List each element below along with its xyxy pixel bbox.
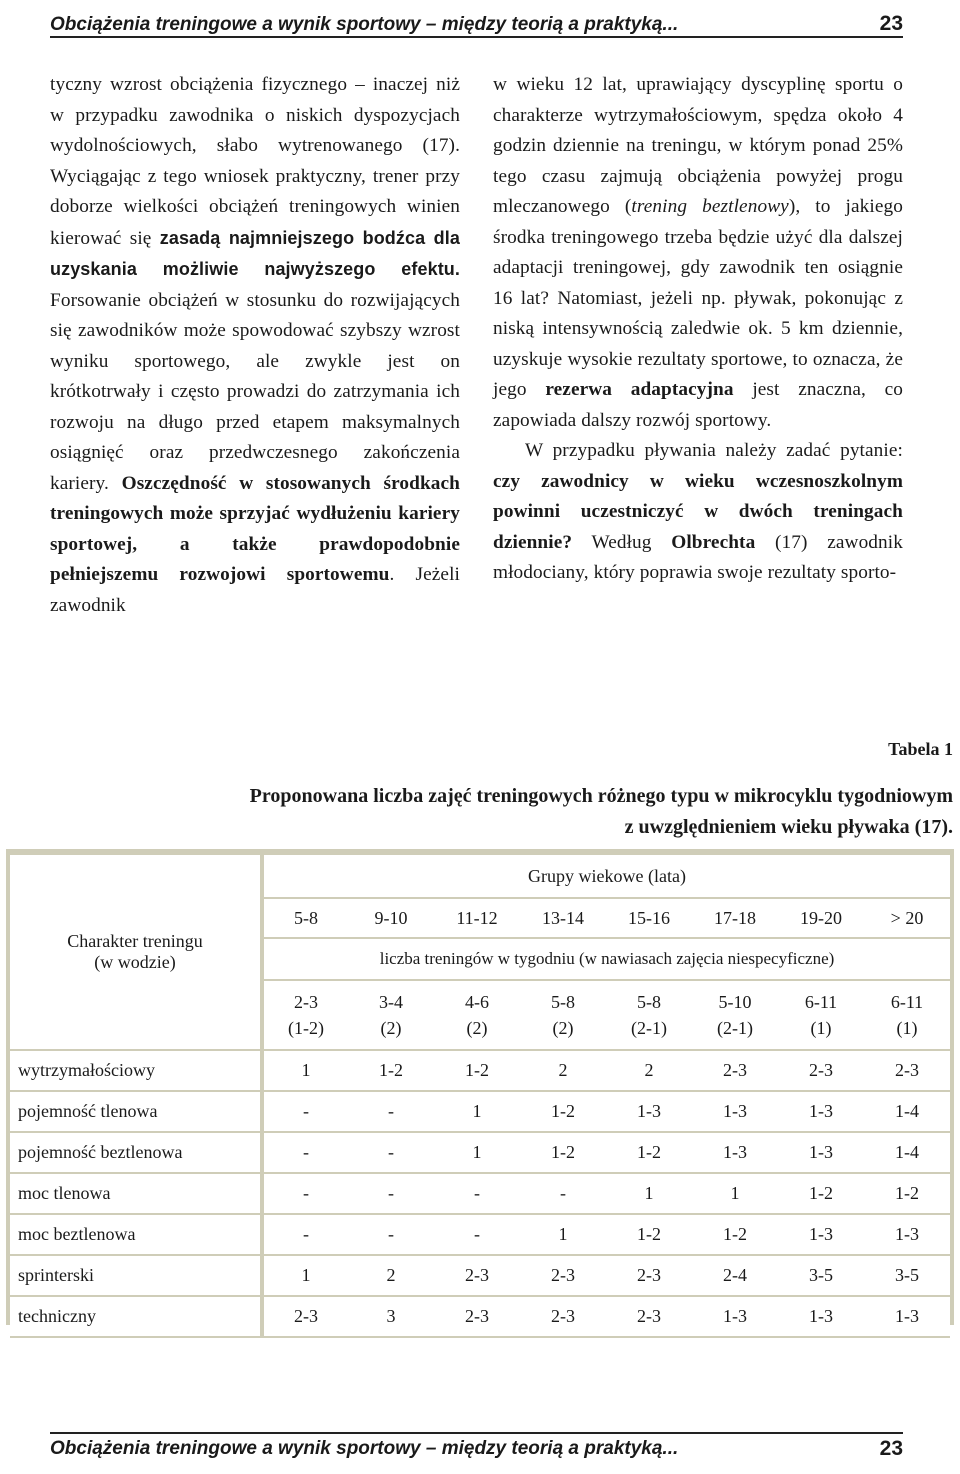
table-cell: 2-3 [606, 1296, 692, 1337]
weekly-total-cell [864, 980, 950, 1050]
right-author-name: Olbrechta [671, 531, 756, 553]
table-cell: 1-2 [520, 1091, 606, 1132]
table-cell: 2-3 [864, 1050, 950, 1091]
table-cell: 1-2 [520, 1132, 606, 1173]
page-footer [50, 1432, 903, 1464]
table-cell: - [348, 1091, 434, 1132]
table-cell: 1-3 [864, 1214, 950, 1255]
weekly-total-cell [348, 980, 434, 1050]
table-cell: 1 [606, 1173, 692, 1214]
age-group-cell: 11-12 [434, 898, 520, 938]
table-cell: 2-3 [778, 1050, 864, 1091]
table-cell: 2 [606, 1050, 692, 1091]
training-type-label: wytrzymałościowy [10, 1050, 262, 1091]
table-cell: 1-3 [778, 1091, 864, 1132]
age-group-cell: 5-8 [262, 898, 348, 938]
table-cell: 2-3 [692, 1050, 778, 1091]
age-group-cell: 9-10 [348, 898, 434, 938]
left-text-3: . Jeżeli zawodnik [50, 564, 460, 616]
left-column [50, 70, 460, 621]
table-row [10, 1132, 950, 1173]
table-cell: 2-3 [262, 1296, 348, 1337]
right-text-1a: w wieku 12 lat, uprawiający dyscyplinę sportu o charakterze wytrzymałościowym, spędza około 4 godzin dziennie na treningu, w którym ponad 25% tego czasu zajmują obciążenia powyżej progu mleczanowego ( [493, 74, 903, 217]
right-bold-term: rezerwa adaptacyjna [545, 379, 734, 400]
age-group-cell: 13-14 [520, 898, 606, 938]
right-paragraph-2 [493, 436, 903, 589]
weekly-total-count: 5-8 [551, 992, 575, 1012]
table-cell: 2-3 [434, 1296, 520, 1337]
right-column [493, 70, 903, 589]
corner-header-line-2: (w wodzie) [94, 952, 176, 972]
table-cell: 2-3 [520, 1296, 606, 1337]
weekly-total-count: 2-3 [294, 992, 318, 1012]
table-cell: 2-3 [520, 1255, 606, 1296]
left-bold-1: zasadą najmniejszego bodźca dla uzyskania możliwie najwyższego efektu. [50, 227, 460, 279]
weekly-total-cell [692, 980, 778, 1050]
weekly-total-count: 5-10 [718, 992, 752, 1012]
table-row [10, 1173, 950, 1214]
table-cell: 2 [348, 1255, 434, 1296]
weekly-total-nonspecific: (2-1) [631, 1018, 667, 1038]
table-cell: 1-2 [864, 1173, 950, 1214]
table-cell: 1-3 [692, 1132, 778, 1173]
table-row [10, 1296, 950, 1337]
table-cell: 1-3 [778, 1296, 864, 1337]
weekly-total-count: 6-11 [804, 992, 838, 1012]
training-type-label: moc tlenowa [10, 1173, 262, 1214]
table-row [10, 1255, 950, 1296]
left-bold-2: Oszczędność w stosowanych środkach treningowych może sprzyjać wydłużeniu kariery sportowej, a także prawdopodobnie pełniejszemu rozwojowi sportowemu [50, 472, 460, 585]
age-group-cell: 19-20 [778, 898, 864, 938]
table-cell: 1-3 [692, 1091, 778, 1132]
table-caption-line-1: Proponowana liczba zajęć treningowych różnego typu w mikrocyklu tygodniowym [249, 785, 953, 807]
table-cell: 1-4 [864, 1091, 950, 1132]
weekly-total-count: 5-8 [637, 992, 661, 1012]
table-cell: - [262, 1173, 348, 1214]
table-cell: - [348, 1132, 434, 1173]
weekly-count-subheader: liczba treningów w tygodniu (w nawiasach zajęcia niespecyficzne) [262, 938, 950, 980]
weekly-total-count: 4-6 [465, 992, 489, 1012]
table-cell: 2-3 [606, 1255, 692, 1296]
right-italic-term: trening beztlenowy [631, 196, 789, 217]
right-bold-question: czy zawodnicy w wieku wczesnoszkolnym powinni uczestniczyć w dwóch treningach dziennie? [493, 470, 903, 553]
weekly-total-nonspecific: (2) [552, 1018, 574, 1038]
page-number: 23 [879, 12, 903, 35]
right-text-2a: W przypadku pływania należy zadać pytanie: [525, 440, 903, 461]
table-cell: 2-3 [434, 1255, 520, 1296]
table-caption [40, 781, 953, 843]
table-cell: - [262, 1214, 348, 1255]
training-type-label: sprinterski [10, 1255, 262, 1296]
table-cell: 1-2 [434, 1050, 520, 1091]
table-cell: - [348, 1214, 434, 1255]
table-cell: 1-3 [606, 1091, 692, 1132]
weekly-total-nonspecific: (1) [896, 1018, 918, 1038]
weekly-total-nonspecific: (2) [380, 1018, 402, 1038]
table-row [10, 1091, 950, 1132]
table-label: Tabela 1 [888, 739, 953, 759]
table-caption-line-2: z uwzględnieniem wieku pływaka (17). [624, 816, 953, 838]
weekly-total-nonspecific: (1-2) [288, 1018, 324, 1038]
weekly-total-cell [262, 980, 348, 1050]
table-cell: - [520, 1173, 606, 1214]
right-text-2b: Według [572, 531, 672, 553]
weekly-total-cell [606, 980, 692, 1050]
weekly-total-cell [520, 980, 606, 1050]
table-cell: 1 [262, 1255, 348, 1296]
table-cell: 2-4 [692, 1255, 778, 1296]
table-cell: - [262, 1132, 348, 1173]
page-header [50, 0, 903, 38]
weekly-total-count: 6-11 [890, 992, 924, 1012]
table-cell: 1 [434, 1132, 520, 1173]
age-group-cell: 17-18 [692, 898, 778, 938]
training-table-frame [6, 849, 954, 1325]
left-text-2: Forsowanie obciążeń w stosunku do rozwijających się zawodników może spowodować szybszy wzrost wyniku sportowego, ale zwykle jest on krótkotrwały i często prowadzi do zatrzymania ich rozwoju na długo przed etapem maksymalnych osiągnięć oraz przedwczesnego zakończenia kariery. [50, 289, 460, 494]
right-text-2c: (17) zawodnik młodociany, który poprawia swoje rezultaty sporto- [493, 531, 903, 583]
table-cell: 3-5 [864, 1255, 950, 1296]
weekly-total-nonspecific: (2) [466, 1018, 488, 1038]
right-text-1b: ), to jakiego środka treningowego trzeba będzie użyć dla dalszej adaptacji treningowej, gdy zawodnik ten osiągnie 16 lat? Natomiast, jeżeli np. pływak, pokonując z niską intensywnością zaledwie ok. 5 km dziennie, uzyskuje wysokie rezultaty sportowe, to oznacza, że jego [493, 196, 903, 400]
corner-header [10, 854, 262, 1050]
training-table [10, 853, 950, 1338]
table-cell: 1-2 [348, 1050, 434, 1091]
training-type-label: moc beztlenowa [10, 1214, 262, 1255]
weekly-total-cell [434, 980, 520, 1050]
running-title: Obciążenia treningowe a wynik sportowy – między teorią a praktyką... [50, 14, 679, 35]
table-cell: - [434, 1173, 520, 1214]
table-cell: - [262, 1091, 348, 1132]
weekly-total-cell [778, 980, 864, 1050]
table-cell: 3 [348, 1296, 434, 1337]
table-cell: 1 [520, 1214, 606, 1255]
right-text-1c: jest znaczna, co zapowiada dalszy rozwój sportowy. [493, 379, 903, 431]
age-group-header: Grupy wiekowe (lata) [262, 854, 950, 898]
footer-page-number: 23 [879, 1437, 903, 1460]
weekly-total-nonspecific: (1) [810, 1018, 832, 1038]
training-type-label: pojemność tlenowa [10, 1091, 262, 1132]
footer-running-title: Obciążenia treningowe a wynik sportowy – między teorią a praktyką... [50, 1438, 679, 1459]
table-cell: 1-3 [864, 1296, 950, 1337]
table-cell: 1 [434, 1091, 520, 1132]
left-text-1: tyczny wzrost obciążenia fizycznego – inaczej niż w przypadku zawodnika o niskich dyspozycjach wydolnościowych, słabo wytrenowanego (17). Wyciągając z tego wniosek praktyczny, trener przy doborze wielkości obciążeń treningowych winien kierować się [50, 74, 460, 249]
table-cell: - [348, 1173, 434, 1214]
table-cell: 1 [692, 1173, 778, 1214]
table-cell: 3-5 [778, 1255, 864, 1296]
table-cell: 1-2 [606, 1132, 692, 1173]
weekly-total-nonspecific: (2-1) [717, 1018, 753, 1038]
training-type-label: pojemność beztlenowa [10, 1132, 262, 1173]
table-row [10, 1214, 950, 1255]
table-cell: 1-2 [692, 1214, 778, 1255]
table-cell: 1-2 [606, 1214, 692, 1255]
left-paragraph [50, 70, 460, 621]
table-row [10, 1050, 950, 1091]
table-cell: 1-3 [692, 1296, 778, 1337]
table-cell: 1 [262, 1050, 348, 1091]
table-cell: 1-3 [778, 1214, 864, 1255]
table-cell: 1-2 [778, 1173, 864, 1214]
table-cell: 1-3 [778, 1132, 864, 1173]
training-type-label: techniczny [10, 1296, 262, 1337]
age-group-cell: 15-16 [606, 898, 692, 938]
corner-header-line-1: Charakter treningu [67, 931, 203, 951]
table-cell: 2 [520, 1050, 606, 1091]
weekly-total-count: 3-4 [379, 992, 403, 1012]
table-cell: - [434, 1214, 520, 1255]
age-group-cell: > 20 [864, 898, 950, 938]
table-cell: 1-4 [864, 1132, 950, 1173]
right-paragraph-1 [493, 70, 903, 436]
